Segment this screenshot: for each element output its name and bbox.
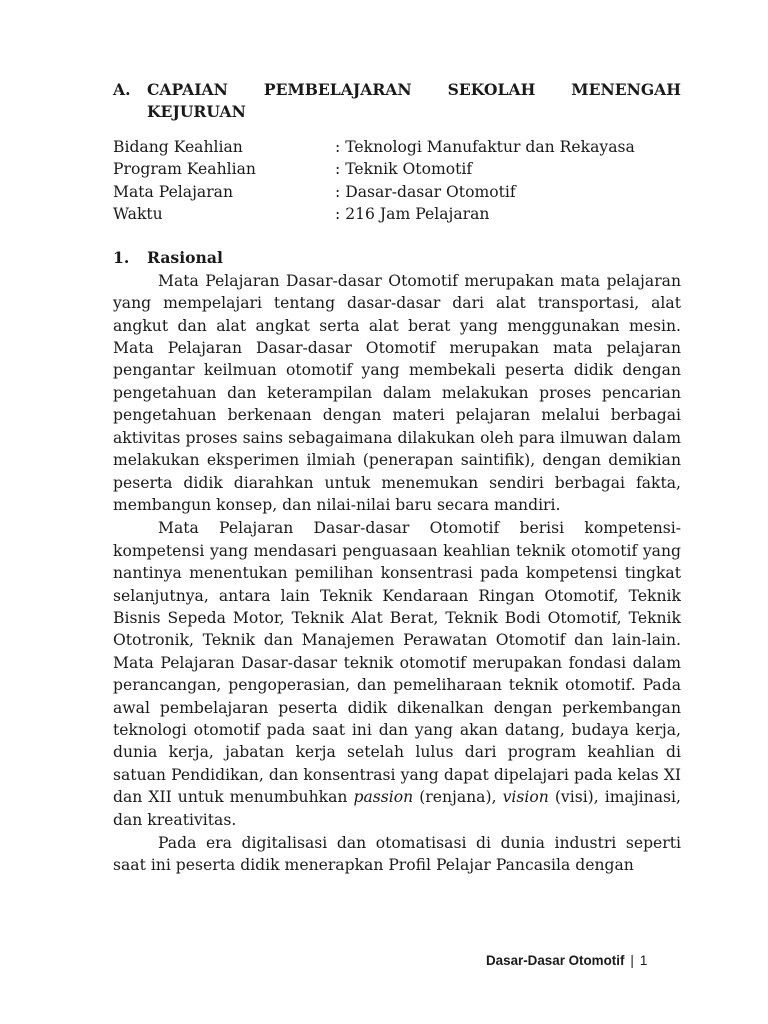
meta-row-program xyxy=(113,158,681,180)
meta-row-waktu xyxy=(113,203,681,225)
footer-title: Dasar-Dasar Otomotif xyxy=(486,953,625,968)
section-title xyxy=(147,79,681,124)
page-content xyxy=(113,79,681,877)
paragraph-2-tail: (visi), imajinasi, dan kreativitas. xyxy=(113,788,681,829)
page-number: 1 xyxy=(639,953,648,968)
paragraph-2-mid: (renjana), xyxy=(419,788,497,807)
course-meta-table xyxy=(113,136,681,226)
meta-value: : 216 Jam Pelajaran xyxy=(335,205,490,224)
meta-label: Mata Pelajaran xyxy=(113,182,234,201)
section-number: A. xyxy=(113,80,131,99)
subsection-number: 1. xyxy=(113,248,130,268)
paragraph-2 xyxy=(113,517,681,831)
page-footer xyxy=(486,953,647,968)
meta-value: : Teknologi Manufaktur dan Rekayasa xyxy=(335,137,635,156)
section-heading xyxy=(113,79,681,124)
paragraph-1: Mata Pelajaran Dasar-dasar Otomotif merupakan mata pelajaran yang mempelajari tentang dasar-dasar dari alat transportasi, alat angkut dan alat angkat serta alat berat yang menggunakan mesin. Mata Pelajaran Dasar-dasar Otomotif merupakan mata pelajaran pengantar keilmuan otomotif yang membekali peserta didik dengan pengetahuan dan keterampilan dalam melakukan proses pencarian pengetahuan berkenaan dengan materi pelajaran melalui berbagai aktivitas proses sains sebagaimana dilakukan oleh para ilmuwan dalam melakukan eksperimen ilmiah (penerapan saintifik), dengan demikian peserta didik diarahkan untuk menemukan sendiri berbagai fakta, membangun konsep, dan nilai-nilai baru secara mandiri. xyxy=(113,271,681,514)
paragraph-2-text: Mata Pelajaran Dasar-dasar Otomotif berisi kompetensi-kompetensi yang mendasari penguasaan keahlian teknik otomotif yang nantinya menentukan pemilihan konsentrasi pada kompetensi tingkat selanjutnya, antara lain Teknik Kendaraan Ringan Otomotif, Teknik Bisnis Sepeda Motor, Teknik Alat Berat, Teknik Bodi Otomotif, Teknik Ototronik, Teknik dan Manajemen Perawatan Otomotif dan lain-lain. Mata Pelajaran Dasar-dasar teknik otomotif merupakan fondasi dalam perancangan, pengoperasian, dan pemeliharaan teknik otomotif. Pada awal pembelajaran peserta didik dikenalkan dengan perkembangan teknologi otomotif pada saat ini dan yang akan datang, budaya kerja, dunia kerja, jabatan kerja setelah lulus dari program keahlian di satuan Pendidikan, dan konsentrasi yang dapat dipelajari pada kelas XI dan XII untuk menumbuhkan xyxy=(113,519,681,807)
section-title-line-2: KEJURUAN xyxy=(147,102,246,122)
meta-row-bidang xyxy=(113,136,681,158)
footer-separator: | xyxy=(630,953,634,968)
meta-label: Program Keahlian xyxy=(113,160,256,179)
paragraph-2-italic-passion: passion xyxy=(353,788,414,807)
meta-value: : Teknik Otomotif xyxy=(335,160,473,179)
meta-row-mapel xyxy=(113,181,681,203)
paragraph-3: Pada era digitalisasi dan otomatisasi di dunia industri seperti saat ini peserta didik menerapkan Profil Pelajar Pancasila dengan xyxy=(113,834,681,875)
meta-label: Bidang Keahlian xyxy=(113,137,243,156)
subsection-title: Rasional xyxy=(147,248,223,268)
meta-value: : Dasar-dasar Otomotif xyxy=(335,182,516,201)
body-text xyxy=(113,270,681,877)
paragraph-2-italic-vision: vision xyxy=(502,788,549,807)
subsection-heading xyxy=(113,247,681,269)
meta-label: Waktu xyxy=(113,205,163,224)
section-title-line-1: CAPAIAN PEMBELAJARAN SEKOLAH MENENGAH xyxy=(147,80,681,99)
